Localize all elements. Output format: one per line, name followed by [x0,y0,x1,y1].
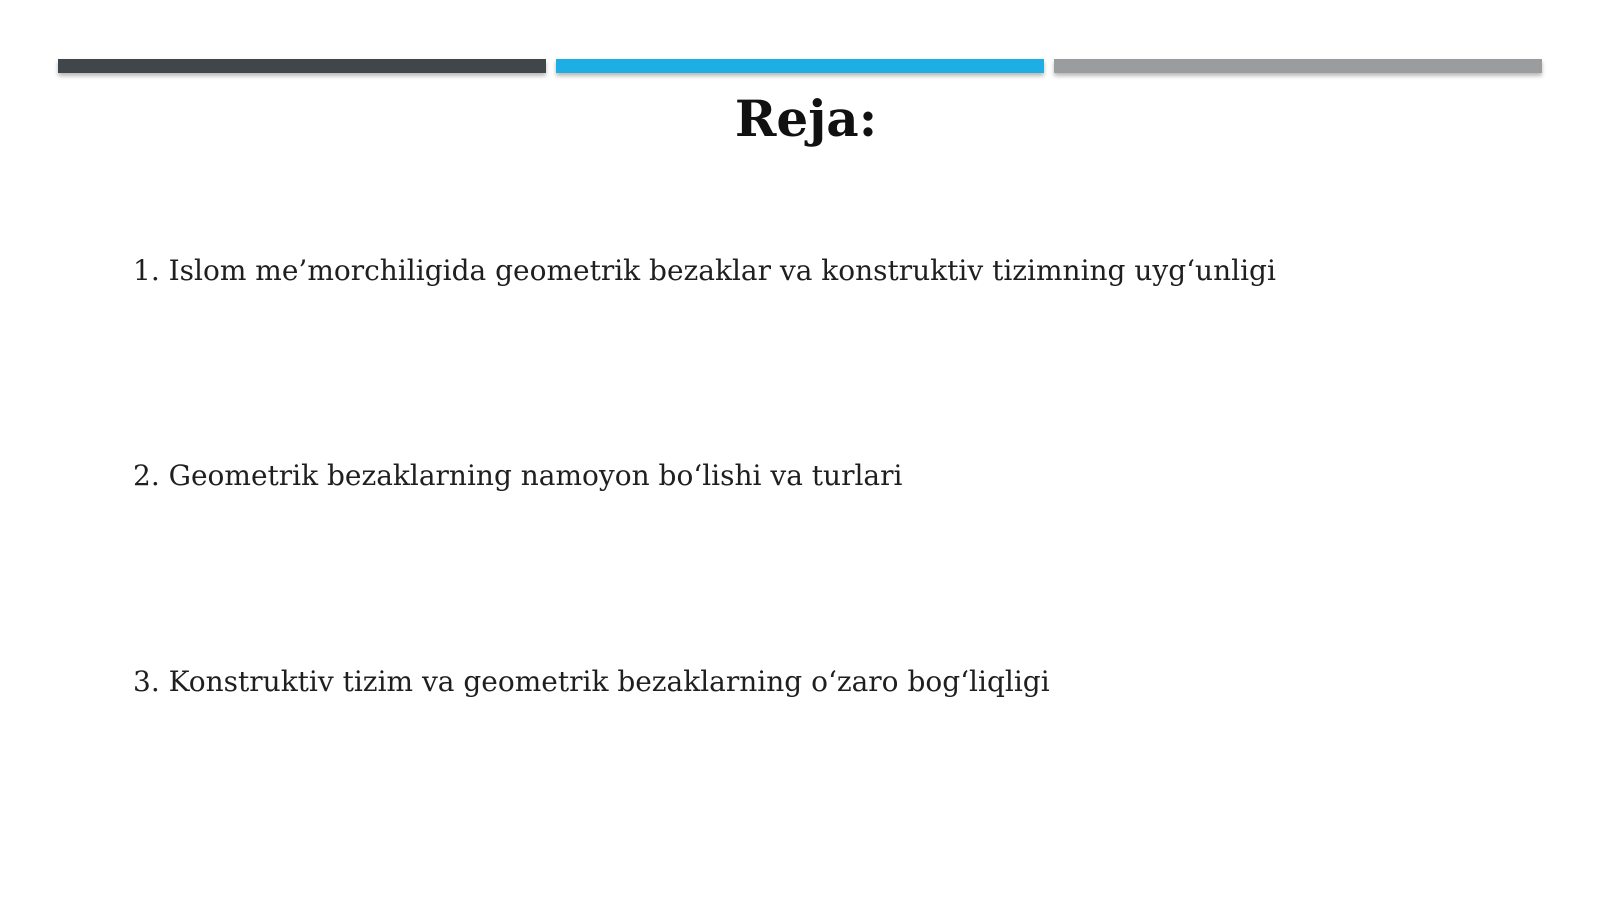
plan-item-2: 2. Geometrik bezaklarning namoyon bo‘lishi va turlari [133,459,903,492]
accent-bar-blue [556,59,1044,73]
top-accent-bars [58,59,1542,73]
plan-item-1: 1. Islom me’morchiligida geometrik bezaklar va konstruktiv tizimning uyg‘unligi [133,254,1276,287]
accent-bar-gray [1054,59,1542,73]
slide-title: Reja: [734,89,878,148]
accent-bar-dark [58,59,546,73]
plan-item-3: 3. Konstruktiv tizim va geometrik bezaklarning o‘zaro bog‘liqligi [133,665,1050,698]
